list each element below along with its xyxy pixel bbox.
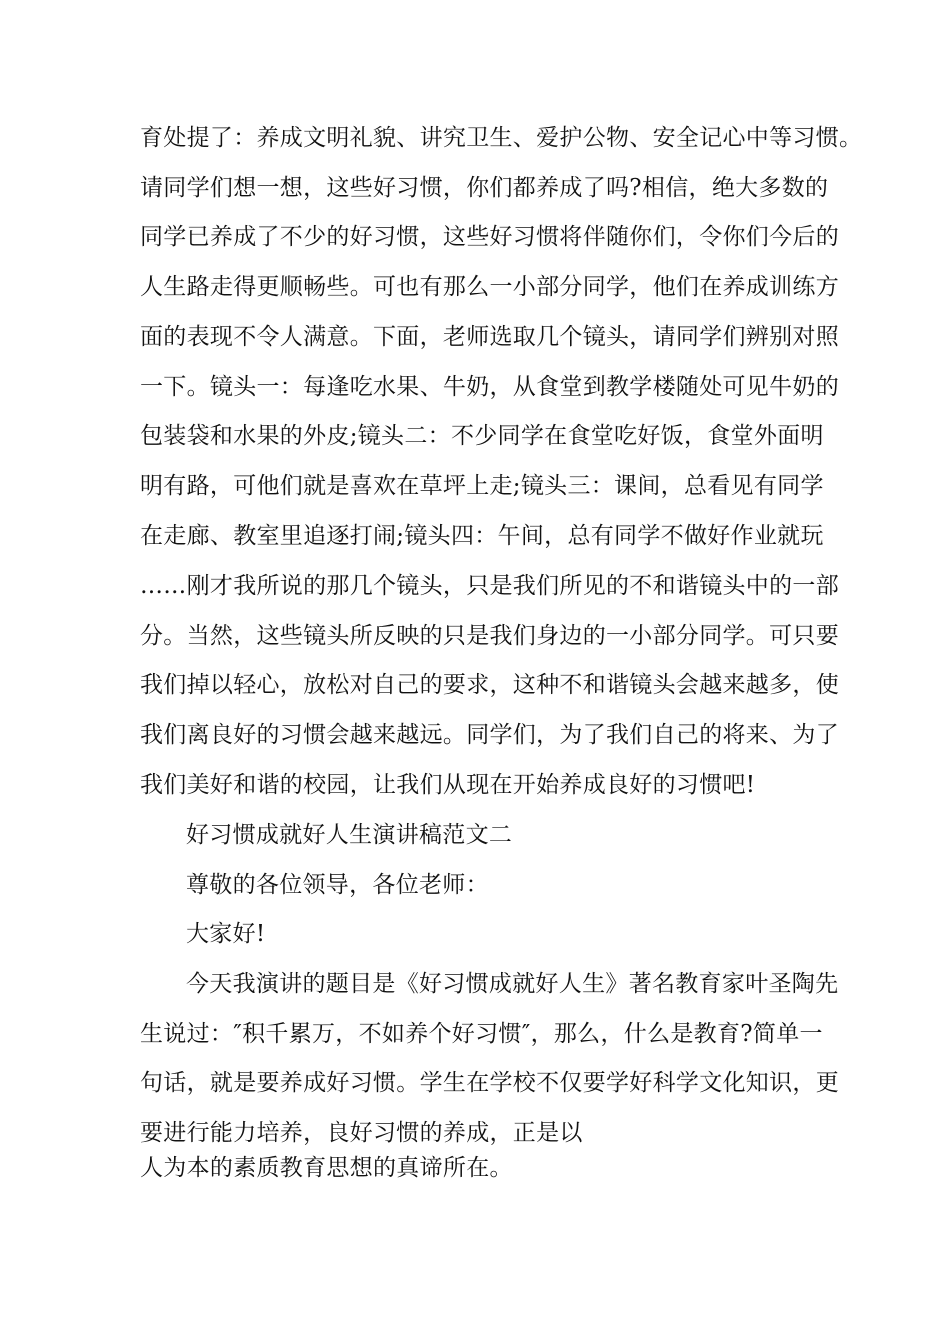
text-line: 育处提了：养成文明礼貌、讲究卫生、爱护公物、安全记心中等习惯。 bbox=[140, 125, 863, 151]
section-heading: 好习惯成就好人生演讲稿范文二 bbox=[186, 822, 513, 848]
text-line: 人为本的素质教育思想的真谛所在。 bbox=[140, 1155, 513, 1181]
text-line: 明有路，可他们就是喜欢在草坪上走;镜头三：课间，总看见有同学 bbox=[140, 473, 824, 499]
text-line: 请同学们想一想，这些好习惯，你们都养成了吗?相信，绝大多数的 bbox=[140, 175, 829, 201]
text-line: 同学已养成了不少的好习惯，这些好习惯将伴随你们，令你们今后的 bbox=[140, 224, 839, 250]
text-line: 人生路走得更顺畅些。可也有那么一小部分同学，他们在养成训练方 bbox=[140, 274, 839, 300]
text-line: ……刚才我所说的那几个镜头，只是我们所见的不和谐镜头中的一部 bbox=[140, 573, 839, 599]
text-line: 生说过：″积千累万，不如养个好习惯″，那么，什么是教育?简单一 bbox=[140, 1021, 823, 1047]
salutation: 尊敬的各位领导，各位老师： bbox=[186, 872, 489, 898]
text-line: 今天我演讲的题目是《好习惯成就好人生》著名教育家叶圣陶先 bbox=[186, 971, 839, 997]
text-line: 我们离良好的习惯会越来越远。同学们，为了我们自己的将来、为了 bbox=[140, 722, 839, 748]
text-line: 我们掉以轻心，放松对自己的要求，这种不和谐镜头会越来越多，使 bbox=[140, 672, 839, 698]
text-line: 在走廊、教室里追逐打闹;镜头四：午间，总有同学不做好作业就玩 bbox=[140, 523, 824, 549]
text-line: 句话，就是要养成好习惯。学生在学校不仅要学好科学文化知识，更 bbox=[140, 1070, 839, 1096]
text-line: 我们美好和谐的校园，让我们从现在开始养成良好的习惯吧! bbox=[140, 772, 756, 798]
greeting: 大家好! bbox=[186, 921, 266, 947]
text-line: 面的表现不令人满意。下面，老师选取几个镜头，请同学们辨别对照 bbox=[140, 324, 839, 350]
text-line: 包装袋和水果的外皮;镜头二：不少同学在食堂吃好饭，食堂外面明 bbox=[140, 423, 824, 449]
text-line: 一下。镜头一：每逢吃水果、牛奶，从食堂到教学楼随处可见牛奶的 bbox=[140, 374, 839, 400]
text-line: 分。当然，这些镜头所反映的只是我们身边的一小部分同学。可只要 bbox=[140, 623, 839, 649]
text-line: 要进行能力培养，良好习惯的养成，正是以 bbox=[140, 1120, 583, 1146]
